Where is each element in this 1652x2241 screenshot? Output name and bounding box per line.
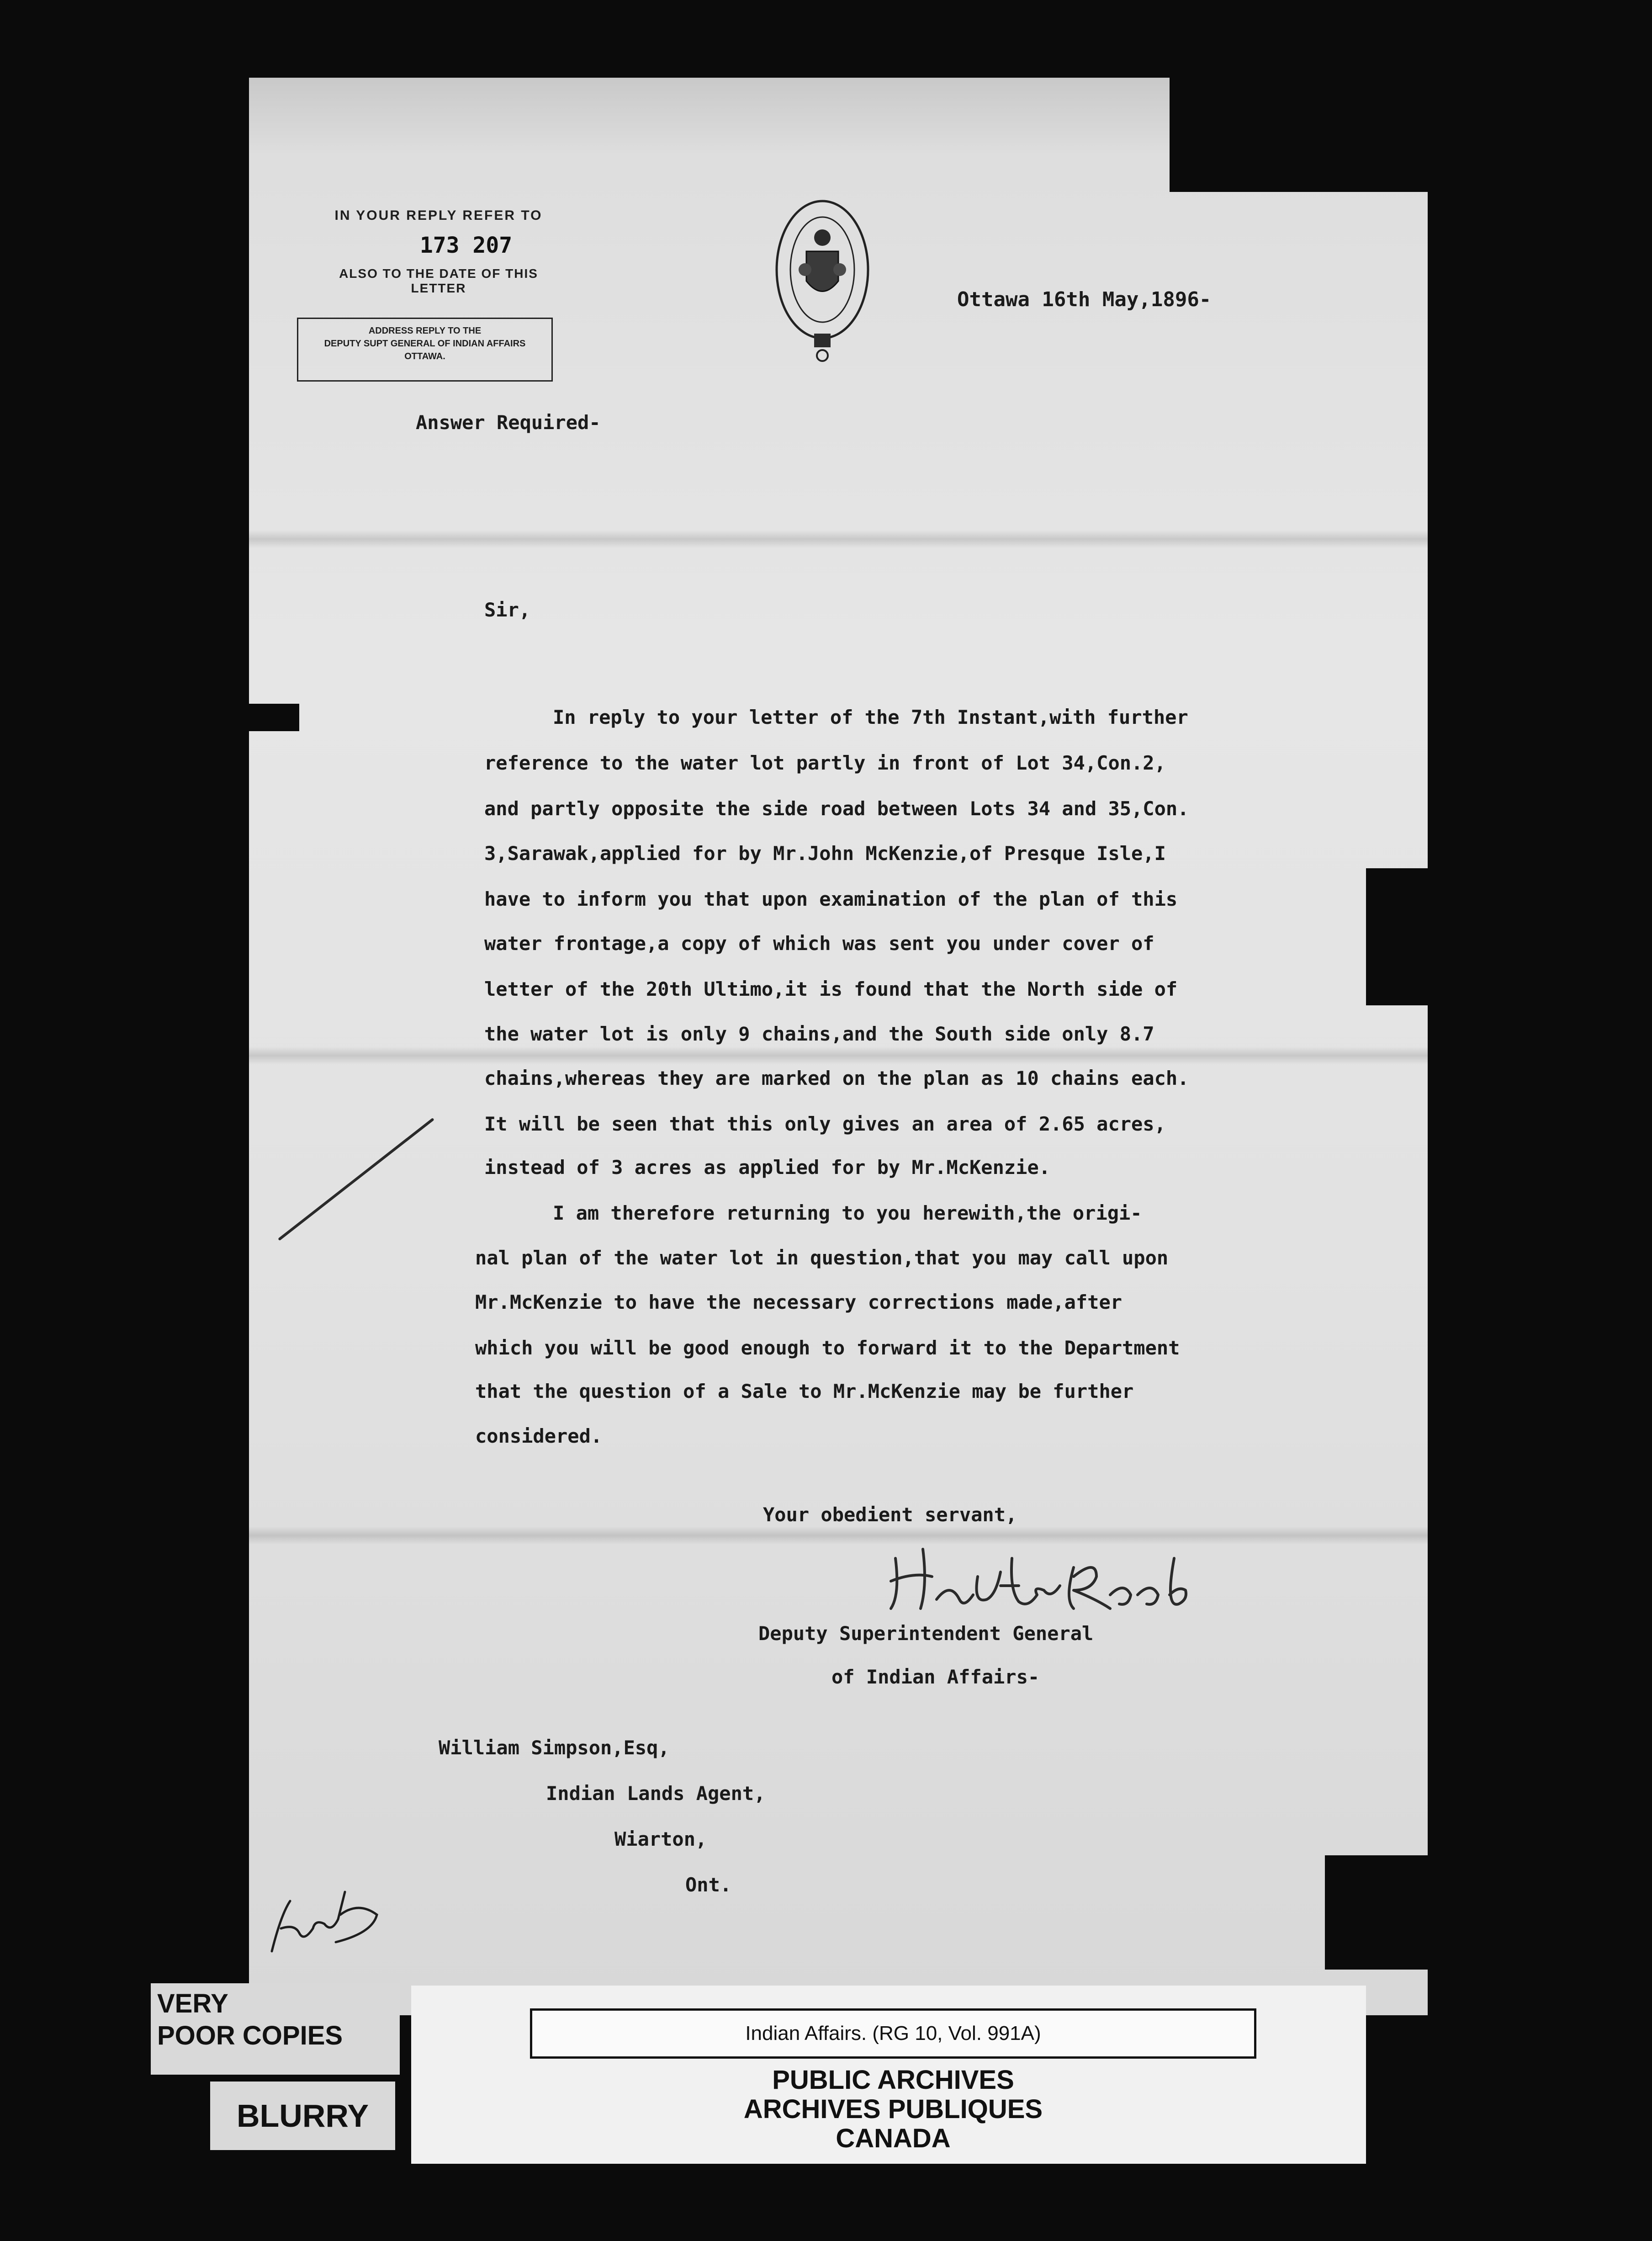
fold-crease [249,530,1428,548]
body-line: the water lot is only 9 chains,and the South side only 8.7 [484,1023,1154,1045]
film-shadow [1366,868,1439,1005]
addressee-name: William Simpson,Esq, [439,1737,670,1759]
reply-instruction: IN YOUR REPLY REFER TO [334,208,543,223]
answer-required-note: Answer Required- [416,411,601,434]
addressee-title: Indian Lands Agent, [546,1782,766,1805]
body-line: and partly opposite the side road between Lots 34 and 35,Con. [484,797,1189,820]
reply-reference-block [311,208,567,296]
fold-crease [249,1046,1428,1065]
archive-line: CANADA [836,2124,951,2153]
body-line: that the question of a Sale to Mr.McKenzie may be further [475,1380,1134,1402]
address-line: OTTAWA. [404,351,445,361]
body-line: It will be seen that this only gives an area of 2.65 acres, [484,1113,1166,1135]
archive-line: PUBLIC ARCHIVES [772,2065,1014,2095]
body-line: reference to the water lot partly in front of Lot 34,Con.2, [484,752,1166,774]
body-line: nal plan of the water lot in question,that you may call upon [475,1247,1169,1269]
body-line: letter of the 20th Ultimo,it is found that the North side of [484,978,1178,1000]
archive-name [530,2066,1256,2153]
address-reply-box [297,318,553,382]
archive-line: ARCHIVES PUBLIQUES [743,2094,1043,2124]
handwritten-initials [263,1874,391,1965]
fold-crease [249,1526,1428,1545]
body-line: have to inform you that upon examination of the plan of this [484,888,1178,910]
valediction: Your obedient servant, [763,1503,1017,1526]
department-seal [772,183,873,366]
body-line: considered. [475,1425,603,1447]
addressee-province: Ont. [685,1874,732,1896]
body-line: water frontage,a copy of which was sent you under cover of [484,932,1154,955]
addressee-city: Wiarton, [614,1828,707,1850]
body-line: In reply to your letter of the 7th Instant,with further [553,706,1188,728]
date-instruction: ALSO TO THE DATE OF THIS LETTER [339,266,538,295]
signatory-title: Deputy Superintendent General [758,1622,1094,1645]
quality-tag-line: VERY [157,1989,228,2018]
body-line: I am therefore returning to you herewith,the origi- [553,1202,1142,1224]
file-number: 173 207 [419,233,513,258]
quality-tag-line: POOR COPIES [157,2021,343,2050]
salutation: Sir, [484,599,531,621]
body-line: Mr.McKenzie to have the necessary corrections made,after [475,1291,1123,1313]
quality-tag-poor [151,1983,400,2075]
letter-date: Ottawa 16th May,1896- [957,288,1212,311]
body-line: instead of 3 acres as applied for by Mr.McKenzie. [484,1156,1051,1179]
archive-reference: Indian Affairs. (RG 10, Vol. 991A) [530,2008,1256,2059]
film-shadow [1325,1855,1439,1970]
film-shadow [1170,78,1437,192]
film-shadow [249,704,299,731]
address-line: ADDRESS REPLY TO THE [368,326,482,336]
address-line: DEPUTY SUPT GENERAL OF INDIAN AFFAIRS [324,339,526,349]
body-line: which you will be good enough to forward it to the Department [475,1337,1180,1359]
quality-tag-blurry: BLURRY [210,2082,395,2150]
signatory-title: of Indian Affairs- [831,1666,1040,1688]
body-line: 3,Sarawak,applied for by Mr.John McKenzie,of Presque Isle,I [484,842,1166,865]
body-line: chains,whereas they are marked on the plan as 10 chains each. [484,1067,1189,1089]
signature-hayter-reed [882,1531,1220,1618]
